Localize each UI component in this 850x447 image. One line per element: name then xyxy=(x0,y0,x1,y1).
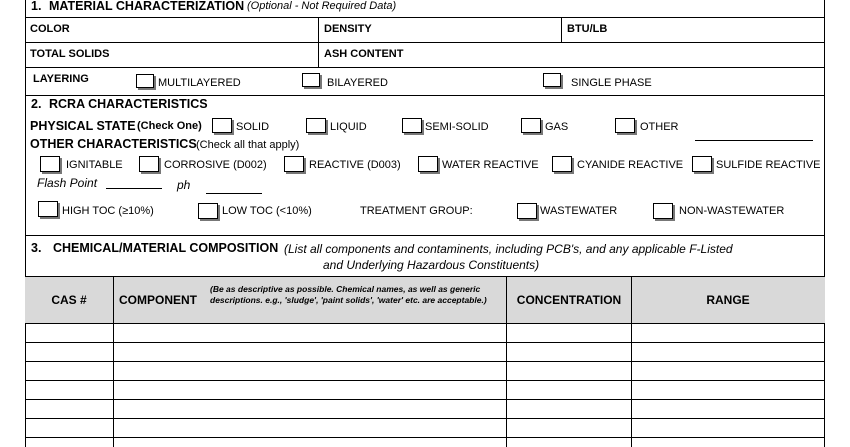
treatment-group-label: TREATMENT GROUP: xyxy=(360,205,473,217)
ph-line[interactable] xyxy=(206,193,262,194)
table-row[interactable] xyxy=(25,437,825,438)
cyanide-reactive-checkbox[interactable] xyxy=(552,156,572,172)
section3-title: CHEMICAL/MATERIAL COMPOSITION xyxy=(53,241,279,255)
non-wastewater-checkbox[interactable] xyxy=(653,203,673,219)
divider xyxy=(561,17,562,42)
color-label: COLOR xyxy=(30,23,70,35)
multilayered-label: MULTILAYERED xyxy=(158,77,241,89)
divider xyxy=(25,95,825,96)
concentration-header: CONCENTRATION xyxy=(516,293,622,307)
ash-content-label: ASH CONTENT xyxy=(324,48,404,60)
section1-title: MATERIAL CHARACTERIZATION xyxy=(49,0,245,13)
bilayered-label: BILAYERED xyxy=(327,77,388,89)
bilayered-checkbox[interactable] xyxy=(302,73,320,87)
water-reactive-label: WATER REACTIVE xyxy=(442,159,539,171)
liquid-label: LIQUID xyxy=(330,121,367,133)
table-row[interactable] xyxy=(25,361,825,362)
low-toc-checkbox[interactable] xyxy=(198,203,218,219)
ignitable-label: IGNITABLE xyxy=(66,159,123,171)
multilayered-checkbox[interactable] xyxy=(136,74,154,88)
physical-state-note: (Check One) xyxy=(137,120,202,132)
divider xyxy=(25,42,825,43)
gas-checkbox[interactable] xyxy=(521,118,541,133)
flash-point-label: Flash Point xyxy=(37,176,98,190)
other-characteristics-label: OTHER CHARACTERISTICS xyxy=(30,137,197,151)
section1-number: 1. xyxy=(31,0,42,13)
corrosive-checkbox[interactable] xyxy=(139,156,159,172)
cas-header: CAS # xyxy=(51,293,87,307)
density-label: DENSITY xyxy=(324,23,372,35)
semi-solid-label: SEMI-SOLID xyxy=(425,121,489,133)
sulfide-reactive-label: SULFIDE REACTIVE xyxy=(716,159,821,171)
other-checkbox[interactable] xyxy=(615,118,635,133)
table-row[interactable] xyxy=(25,323,825,324)
table-row[interactable] xyxy=(25,418,825,419)
table-row[interactable] xyxy=(25,380,825,381)
section1-note: (Optional - Not Required Data) xyxy=(247,0,397,12)
ph-label: ph xyxy=(177,178,191,192)
range-header: RANGE xyxy=(706,293,750,307)
water-reactive-checkbox[interactable] xyxy=(418,156,438,172)
total-solids-label: TOTAL SOLIDS xyxy=(30,48,110,60)
physical-state-label: PHYSICAL STATE xyxy=(30,119,136,133)
section3-instructions-2: and Underlying Hazardous Constituents) xyxy=(323,258,540,272)
non-wastewater-label: NON-WASTEWATER xyxy=(679,205,785,217)
liquid-checkbox[interactable] xyxy=(306,118,326,133)
section2-title: RCRA CHARACTERISTICS xyxy=(49,97,208,111)
flash-point-line[interactable] xyxy=(106,188,162,189)
semi-solid-checkbox[interactable] xyxy=(402,118,422,133)
divider xyxy=(25,67,825,68)
section3-instructions-1: (List all components and contaminents, including PCB's, and any applicable F-Listed xyxy=(284,242,733,256)
solid-label: SOLID xyxy=(236,121,270,133)
section3-number: 3. xyxy=(31,241,42,255)
divider xyxy=(25,235,825,236)
wastewater-checkbox[interactable] xyxy=(517,203,537,219)
other-specify-line[interactable] xyxy=(695,140,813,141)
table-row[interactable] xyxy=(25,399,825,400)
divider xyxy=(25,17,825,18)
gas-label: GAS xyxy=(545,121,569,133)
component-note: (Be as descriptive as possible. Chemical names, as well as generic descriptions. e.g., 'sludge', 'paint solids', 'water' etc. are acceptable.) xyxy=(210,284,487,305)
other-label: OTHER xyxy=(640,121,679,133)
single-phase-label: SINGLE PHASE xyxy=(571,77,652,89)
section2-number: 2. xyxy=(31,97,42,111)
low-toc-label: LOW TOC (<10%) xyxy=(222,205,312,217)
reactive-label: REACTIVE (D003) xyxy=(309,159,401,171)
solid-checkbox[interactable] xyxy=(212,118,232,133)
layering-label: LAYERING xyxy=(33,73,89,85)
high-toc-label: HIGH TOC (≥10%) xyxy=(62,205,154,217)
wastewater-label: WASTEWATER xyxy=(540,205,618,217)
ignitable-checkbox[interactable] xyxy=(40,156,60,172)
reactive-checkbox[interactable] xyxy=(284,156,304,172)
cyanide-reactive-label: CYANIDE REACTIVE xyxy=(577,159,684,171)
single-phase-checkbox[interactable] xyxy=(543,73,561,87)
corrosive-label: CORROSIVE (D002) xyxy=(164,159,267,171)
sulfide-reactive-checkbox[interactable] xyxy=(692,156,712,172)
other-characteristics-note: (Check all that apply) xyxy=(196,139,300,151)
component-header: COMPONENT xyxy=(119,293,197,307)
high-toc-checkbox[interactable] xyxy=(38,201,58,217)
divider xyxy=(25,276,825,277)
btu-label: BTU/LB xyxy=(567,23,608,35)
table-row[interactable] xyxy=(25,342,825,343)
